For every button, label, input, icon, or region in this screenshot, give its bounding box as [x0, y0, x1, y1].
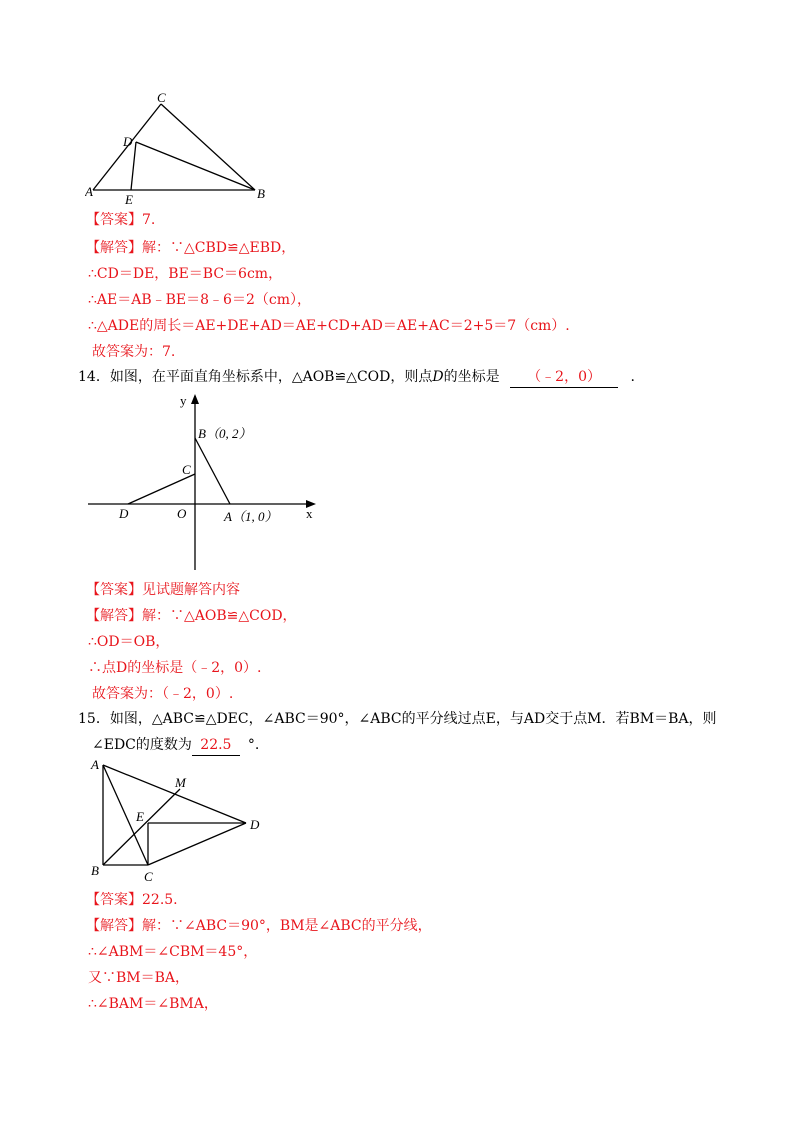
q14-solution-line-1: 【解答】解：∵△AOB≌△COD，	[86, 608, 297, 624]
q14-final-answer: 故答案为：（﹣2，0）.	[92, 686, 234, 702]
label-c: C	[144, 869, 153, 884]
y-axis-label: y	[180, 393, 187, 408]
q14-stem	[78, 367, 635, 388]
x-axis-label: x	[306, 506, 313, 521]
segment-cd	[148, 823, 246, 865]
q13-solution-line-2: ∴CD＝DE，BE＝BC＝6cm，	[88, 266, 283, 282]
q14-answer: 【答案】见试题解答内容	[86, 582, 240, 598]
q14-solution-line-3: ∴点D的坐标是（﹣2，0）.	[88, 660, 262, 676]
q15-solution-line-1: 【解答】解：∵∠ABC＝90°，BM是∠ABC的平分线，	[86, 918, 432, 934]
q15-solution-line-2: ∴∠ABM＝∠CBM＝45°，	[88, 944, 258, 960]
segment-cb	[161, 104, 255, 190]
label-b: B	[257, 186, 265, 201]
q14-stem-end: .	[630, 369, 635, 385]
q15-solution-line-3: 又∵BM＝BA，	[88, 970, 190, 986]
figure-q14-coordinate-plane	[88, 392, 323, 572]
q13-final-answer: 故答案为：7.	[92, 344, 176, 360]
q15-stem-line-2-end: °.	[247, 737, 260, 753]
q15-number: 15．	[78, 711, 110, 727]
label-c: C	[157, 92, 166, 105]
q15-stem-text: 如图，△ABC≌△DEC，∠ABC＝90°，∠ABC的平分线过点E，与AD交于点M．若BM＝BA，则	[109, 711, 717, 727]
q13-answer: 【答案】7.	[86, 212, 156, 228]
segment-ba	[195, 438, 230, 504]
figure-q15-triangles	[88, 755, 268, 885]
segment-dc	[128, 474, 195, 504]
segment-de	[131, 142, 136, 190]
label-e: E	[125, 192, 133, 207]
q13-solution-line-3: ∴AE＝AB﹣BE＝8﹣6＝2（cm），	[88, 292, 311, 308]
segment-bm	[103, 789, 180, 865]
q15-stem-line-2-text: ∠EDC的度数为	[92, 737, 192, 753]
segment-db	[136, 142, 255, 190]
q13-solution-line-4: ∴△ADE的周长＝AE+DE+AD＝AE+CD+AD＝AE+AC＝2+5＝7（cm）.	[88, 318, 570, 334]
label-a: A	[85, 184, 93, 199]
label-d: D	[123, 134, 133, 149]
label-m: M	[175, 775, 186, 790]
label-b-point: B（0, 2）	[198, 426, 252, 441]
label-a: A	[91, 757, 99, 772]
q15-stem-line-1	[78, 709, 717, 729]
q14-stem-text: 如图，在平面直角坐标系中，△AOB≌△COD，则点	[109, 369, 433, 385]
q14-number: 14．	[78, 369, 110, 385]
q14-stem-var: D	[432, 369, 444, 385]
q15-solution-line-4: ∴∠BAM＝∠BMA，	[88, 996, 218, 1012]
label-origin: O	[177, 506, 187, 521]
label-e: E	[136, 809, 144, 824]
q15-answer: 【答案】22.5.	[86, 892, 178, 908]
figure-q13-triangle	[85, 92, 275, 207]
label-b: B	[91, 863, 99, 878]
q14-answer-blank: （﹣2，0）	[510, 367, 618, 388]
q15-stem-line-2	[92, 735, 259, 756]
label-d-point: D	[119, 506, 129, 521]
y-axis-arrow-icon	[191, 394, 199, 404]
q13-solution-line-1: 【解答】解：∵△CBD≌△EBD，	[86, 240, 296, 256]
q14-stem-after: 的坐标是	[443, 369, 500, 385]
label-d: D	[250, 817, 260, 832]
label-c-point: C	[182, 462, 191, 477]
q14-solution-line-2: ∴OD＝OB，	[88, 634, 170, 650]
label-a-point: A（1, 0）	[224, 509, 278, 524]
q15-answer-blank: 22.5	[192, 735, 240, 756]
